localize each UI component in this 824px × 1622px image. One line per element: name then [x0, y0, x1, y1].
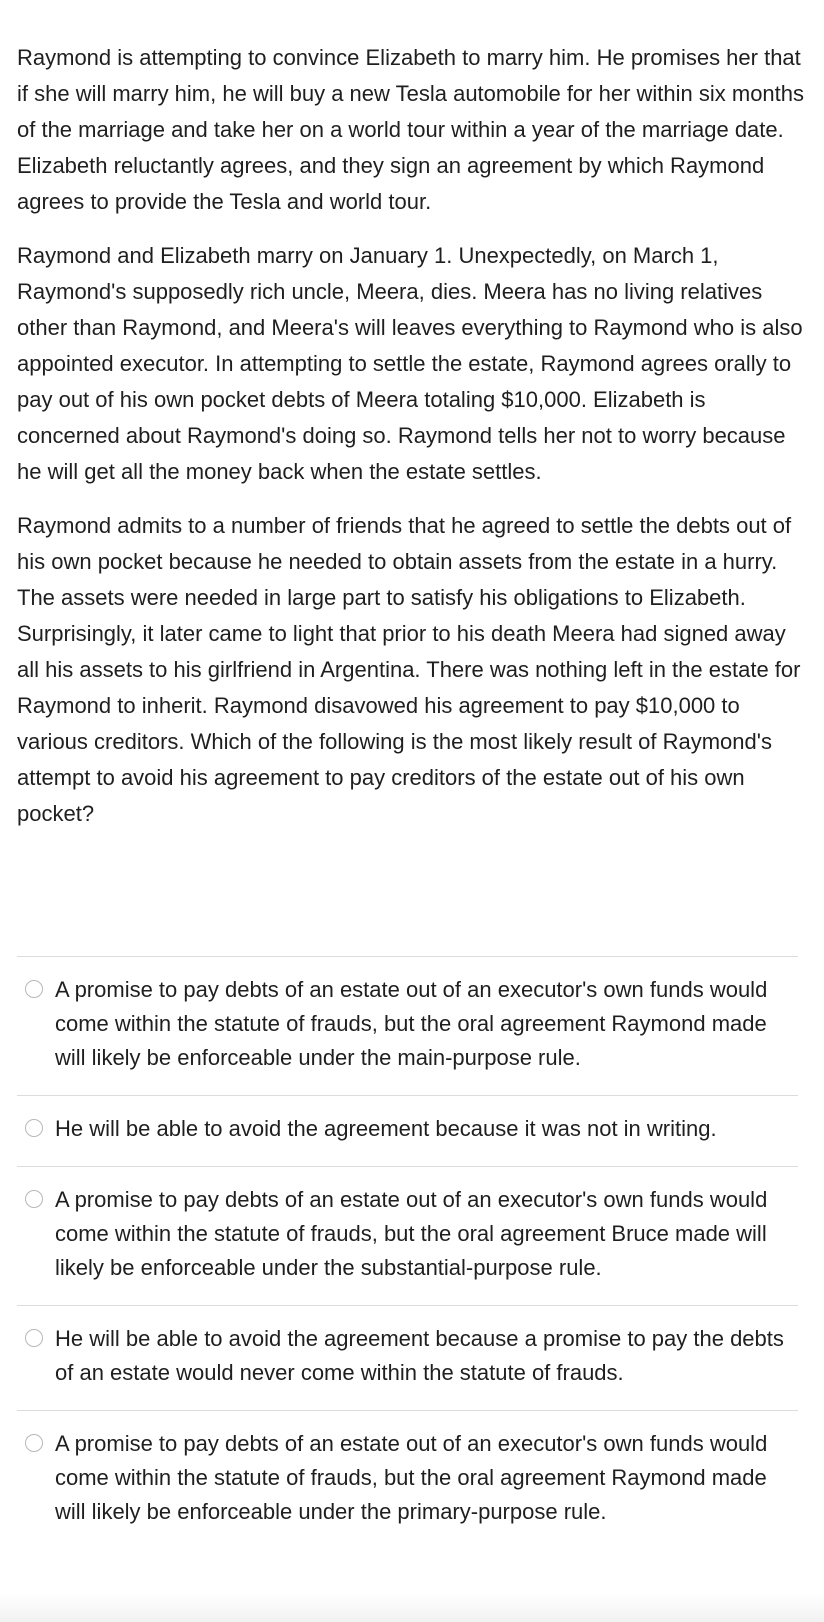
answer-option-4[interactable]: [17, 1306, 798, 1411]
question-paragraph-2: Raymond and Elizabeth marry on January 1. Unexpectedly, on March 1, Raymond's supposedly rich uncle, Meera, dies. Meera has no living relatives other than Raymond, and Meera's will leaves everything to Raymond who is also appointed executor. In attempting to settle the estate, Raymond agrees orally to pay out of his own pocket debts of Meera totaling $10,000. Elizabeth is concerned about Raymond's doing so. Raymond tells her not to worry because he will get all the money back when the estate settles.: [17, 243, 803, 484]
answer-option-label: He will be able to avoid the agreement because it was not in writing.: [55, 1116, 717, 1141]
answer-option-label: A promise to pay debts of an estate out of an executor's own funds would come within the statute of frauds, but the oral agreement Raymond made will likely be enforceable under the main-purpose rule.: [55, 977, 768, 1070]
answer-option-1[interactable]: [17, 957, 798, 1096]
question-stem: [17, 40, 807, 832]
radio-button-5[interactable]: [25, 1434, 43, 1452]
answer-option-label: He will be able to avoid the agreement because a promise to pay the debts of an estate would never come within the statute of frauds.: [55, 1326, 784, 1385]
radio-button-4[interactable]: [25, 1329, 43, 1347]
answer-option-2[interactable]: [17, 1096, 798, 1167]
radio-button-2[interactable]: [25, 1119, 43, 1137]
answer-option-label: A promise to pay debts of an estate out of an executor's own funds would come within the statute of frauds, but the oral agreement Bruce made will likely be enforceable under the substantial-purpose rule.: [55, 1187, 768, 1280]
radio-button-3[interactable]: [25, 1190, 43, 1208]
question-paragraph-3: Raymond admits to a number of friends that he agreed to settle the debts out of his own pocket because he needed to obtain assets from the estate in a hurry. The assets were needed in large part to satisfy his obligations to Elizabeth. Surprisingly, it later came to light that prior to his death Meera had signed away all his assets to his girlfriend in Argentina. There was nothing left in the estate for Raymond to inherit. Raymond disavowed his agreement to pay $10,000 to various creditors. Which of the following is the most likely result of Raymond's attempt to avoid his agreement to pay creditors of the estate out of his own pocket?: [17, 513, 801, 826]
question-paragraph-1: Raymond is attempting to convince Elizabeth to marry him. He promises her that if she will marry him, he will buy a new Tesla automobile for her within six months of the marriage and take her on a world tour within a year of the marriage date. Elizabeth reluctantly agrees, and they sign an agreement by which Raymond agrees to provide the Tesla and world tour.: [17, 45, 805, 214]
answer-options: [17, 956, 798, 1549]
radio-button-1[interactable]: [25, 980, 43, 998]
answer-option-label: A promise to pay debts of an estate out of an executor's own funds would come within the statute of frauds, but the oral agreement Raymond made will likely be enforceable under the primary-purpose rule.: [55, 1431, 768, 1524]
answer-option-3[interactable]: [17, 1167, 798, 1306]
answer-option-5[interactable]: [17, 1411, 798, 1549]
page-bottom-shade: [0, 1594, 824, 1622]
